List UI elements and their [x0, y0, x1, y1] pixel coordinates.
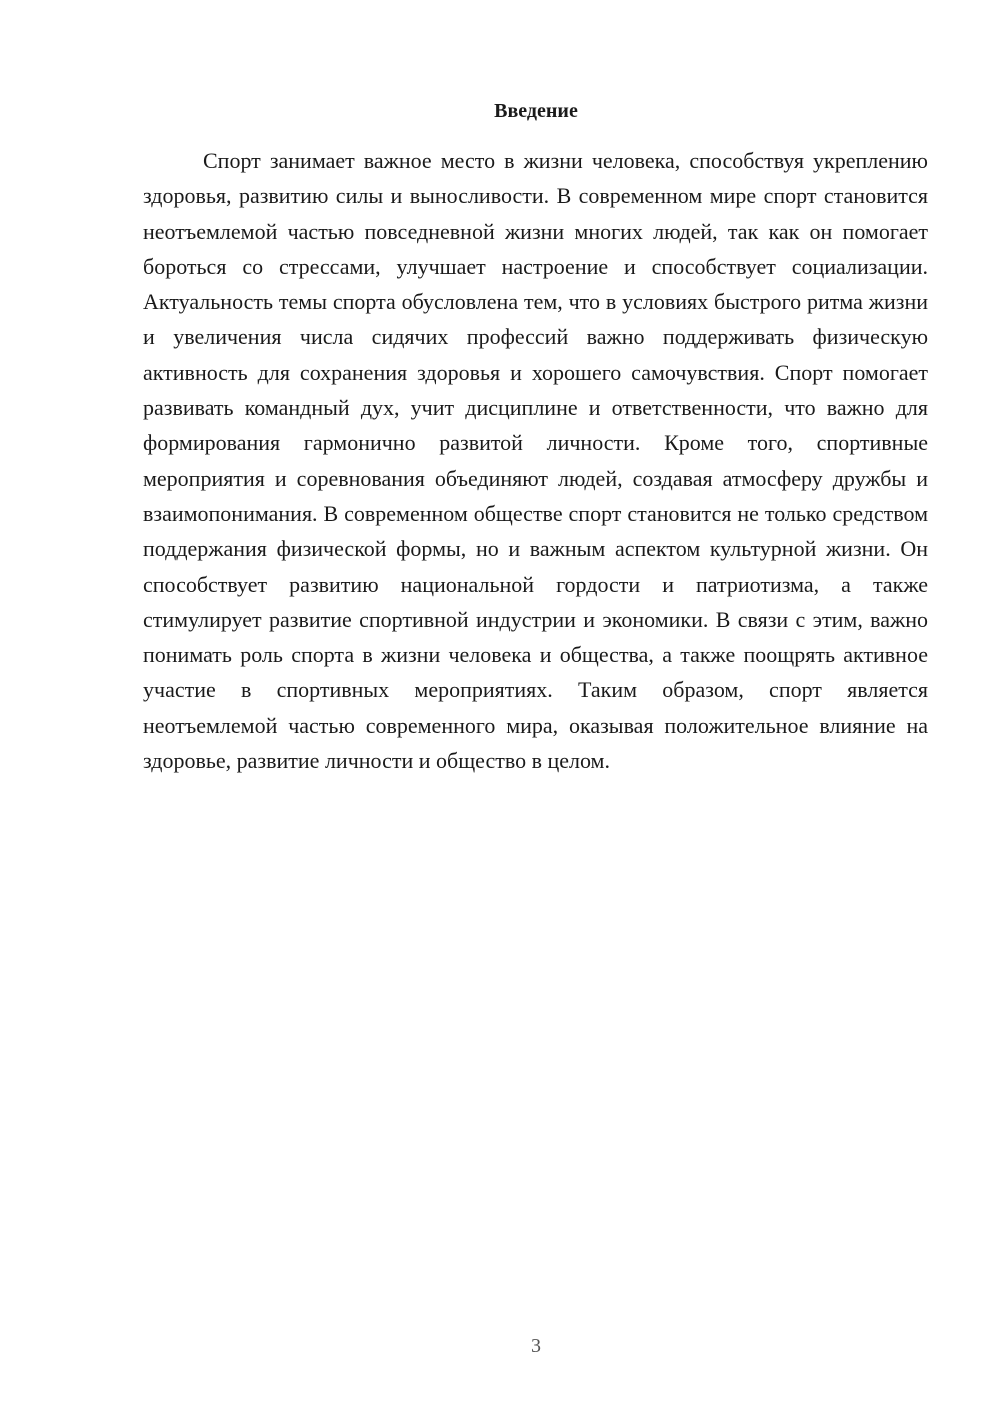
introduction-paragraph: Спорт занимает важное место в жизни человека, способствуя укреплению здоровья, развитию силы и выносливости. В современном мире спорт становится неотъемлемой частью повседневной жизни многих людей, так как он помогает бороться со стрессами, улучшает настроение и способствует социализации. Актуальность темы спорта обусловлена тем, что в условиях быстрого ритма жизни и увеличения числа сидячих профессий важно поддерживать физическую активность для сохранения здоровья и хорошего самочувствия. Спорт помогает развивать командный дух, учит дисциплине и ответственности, что важно для формирования гармонично развитой личности. Кроме того, спортивные мероприятия и соревнования объединяют людей, создавая атмосферу дружбы и взаимопонимания. В современном обществе спорт становится не только средством поддержания физической формы, но и важным аспектом культурной жизни. Он способствует развитию национальной гордости и патриотизма, а также стимулирует развитие спортивной индустрии и экономики. В связи с этим, важно понимать роль спорта в жизни человека и общества, а также поощрять активное участие в спортивных мероприятиях. Таким образом, спорт является неотъемлемой частью современного мира, оказывая положительное влияние на здоровье, развитие личности и общество в целом. — [143, 148, 928, 774]
section-heading: Введение — [494, 100, 578, 122]
page-number: 3 — [531, 1335, 541, 1357]
